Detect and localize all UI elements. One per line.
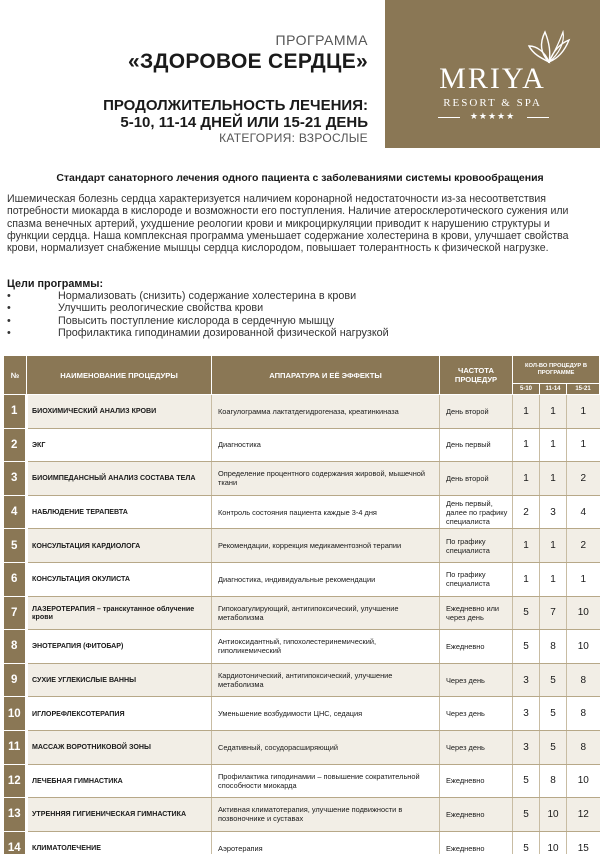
goal-text: Повысить поступление кислорода в сердечную мышцу (58, 314, 335, 327)
row-frequency: День второй (440, 395, 513, 429)
row-effects: Активная климатотерапия, улучшение подвижности в позвоночнике и суставах (212, 798, 440, 832)
table-row (4, 462, 600, 496)
row-count-3: 10 (567, 764, 600, 798)
row-num: 1 (4, 395, 27, 429)
row-count-2: 1 (540, 428, 567, 462)
row-count-3: 12 (567, 798, 600, 832)
row-count-2: 5 (540, 730, 567, 764)
table-header-row (4, 356, 600, 384)
row-count-1: 5 (513, 798, 540, 832)
row-count-3: 10 (567, 596, 600, 630)
row-count-2: 10 (540, 831, 567, 854)
header-days-1: 5-10 (513, 384, 540, 395)
row-count-1: 3 (513, 697, 540, 731)
row-frequency: Ежедневно (440, 764, 513, 798)
table-row (4, 395, 600, 429)
bullet-icon: • (7, 290, 11, 302)
row-frequency: День первый (440, 428, 513, 462)
goals-list (7, 290, 389, 339)
row-effects: Антиоксидантный, гипохолестеринемический, гиполикемический (212, 630, 440, 664)
goal-text: Профилактика гиподинамии дозированной физической нагрузкой (58, 326, 389, 339)
row-num: 4 (4, 495, 27, 529)
row-effects: Диагностика (212, 428, 440, 462)
logo-divider-right (527, 117, 549, 118)
row-count-3: 8 (567, 730, 600, 764)
row-name: МАССАЖ ВОРОТНИКОВОЙ ЗОНЫ (27, 730, 212, 764)
row-count-1: 1 (513, 395, 540, 429)
header-effects: АППАРАТУРА И ЕЁ ЭФФЕКТЫ (212, 356, 440, 395)
row-count-3: 1 (567, 428, 600, 462)
row-count-3: 1 (567, 395, 600, 429)
row-frequency: Ежедневно (440, 630, 513, 664)
row-num: 11 (4, 730, 27, 764)
header-name: НАИМЕНОВАНИЕ ПРОЦЕДУРЫ (27, 356, 212, 395)
program-description: Ишемическая болезнь сердца характеризуется наличием коронарной недостаточности из-за несоответствия потребности миокарда в кислороде и возможности его поступления. Наличие атеросклеротического сужения или спазма венечных артерий, ухудшение реологии крови и микроциркуляции приводит к нарушению структуры и функции сердца. Наша комплексная программа уменьшает содержание холестерина в крови, улучшает свойства крови, нормализует снабжение мышцы сердца кислородом, повышает толерантность к физической нагрузке. (7, 193, 569, 255)
row-num: 8 (4, 630, 27, 664)
row-frequency: День второй (440, 462, 513, 496)
row-num: 6 (4, 562, 27, 596)
row-count-3: 8 (567, 697, 600, 731)
row-count-2: 8 (540, 764, 567, 798)
treatment-duration (103, 97, 368, 131)
row-frequency: Через день (440, 730, 513, 764)
table-row (4, 663, 600, 697)
row-count-2: 7 (540, 596, 567, 630)
row-effects: Определение процентного содержания жировой, мышечной ткани (212, 462, 440, 496)
row-count-2: 3 (540, 495, 567, 529)
header-count: КОЛ-ВО ПРОЦЕДУР В ПРОГРАММЕ (513, 356, 600, 384)
brand-subtitle: RESORT & SPA (443, 97, 542, 109)
row-frequency: Через день (440, 663, 513, 697)
row-name: БИОХИМИЧЕСКИЙ АНАЛИЗ КРОВИ (27, 395, 212, 429)
row-count-1: 1 (513, 462, 540, 496)
row-count-2: 1 (540, 395, 567, 429)
row-name: КОНСУЛЬТАЦИЯ КАРДИОЛОГА (27, 529, 212, 563)
row-frequency: День первый, далее по графику специалиста (440, 495, 513, 529)
row-name: ИГЛОРЕФЛЕКСОТЕРАПИЯ (27, 697, 212, 731)
row-frequency: Через день (440, 697, 513, 731)
row-num: 3 (4, 462, 27, 496)
row-name: ЭНОТЕРАПИЯ (ФИТОБАР) (27, 630, 212, 664)
goals-title: Цели программы: (7, 278, 104, 290)
row-effects: Седативный, сосудорасширяющий (212, 730, 440, 764)
program-title: «ЗДОРОВОЕ СЕРДЦЕ» (128, 50, 368, 73)
table-row (4, 831, 600, 854)
row-frequency: Ежедневно (440, 831, 513, 854)
row-effects: Кардиотонический, антигипоксический, улучшение метаболизма (212, 663, 440, 697)
row-count-1: 1 (513, 529, 540, 563)
bullet-icon: • (7, 314, 11, 327)
row-count-2: 10 (540, 798, 567, 832)
row-count-1: 3 (513, 730, 540, 764)
row-count-3: 8 (567, 663, 600, 697)
header-num: № (4, 356, 27, 395)
row-count-2: 5 (540, 663, 567, 697)
table-row (4, 596, 600, 630)
row-frequency: Ежедневно или через день (440, 596, 513, 630)
row-frequency: По графику специалиста (440, 529, 513, 563)
lotus-leaf-icon (527, 28, 571, 64)
goal-text: Улучшить реологические свойства крови (58, 302, 264, 315)
row-count-3: 15 (567, 831, 600, 854)
table-row (4, 562, 600, 596)
row-count-2: 8 (540, 630, 567, 664)
row-count-1: 1 (513, 428, 540, 462)
row-name: КОНСУЛЬТАЦИЯ ОКУЛИСТА (27, 562, 212, 596)
row-count-2: 1 (540, 562, 567, 596)
goal-item (7, 327, 389, 339)
table-row (4, 630, 600, 664)
row-name: КЛИМАТОЛЕЧЕНИЕ (27, 831, 212, 854)
category-label: КАТЕГОРИЯ: ВЗРОСЛЫЕ (219, 131, 368, 145)
row-num: 2 (4, 428, 27, 462)
row-count-1: 2 (513, 495, 540, 529)
row-count-1: 5 (513, 764, 540, 798)
table-row (4, 495, 600, 529)
standard-title: Стандарт санаторного лечения одного пациента с заболеваниями системы кровообращения (56, 172, 544, 184)
row-count-3: 2 (567, 462, 600, 496)
table-row (4, 697, 600, 731)
star-rating-icon: ★★★★★ (469, 111, 516, 121)
goal-item (7, 302, 389, 314)
row-effects: Аэротерапия (212, 831, 440, 854)
duration-line-2: 5-10, 11-14 ДНЕЙ ИЛИ 15-21 ДЕНЬ (120, 114, 368, 131)
row-effects: Диагностика, индивидуальные рекомендации (212, 562, 440, 596)
row-name: ЛАЗЕРОТЕРАПИЯ – транскутанное облучение крови (27, 596, 212, 630)
row-num: 13 (4, 798, 27, 832)
row-effects: Коагулограмма лактатдегидрогеназа, креатинкиназа (212, 395, 440, 429)
goal-text: Нормализовать (снизить) содержание холестерина в крови (58, 290, 357, 302)
bullet-icon: • (7, 326, 11, 339)
table-row (4, 428, 600, 462)
table-row (4, 764, 600, 798)
row-effects: Уменьшение возбудимости ЦНС, седация (212, 697, 440, 731)
row-name: СУХИЕ УГЛЕКИСЛЫЕ ВАННЫ (27, 663, 212, 697)
row-effects: Профилактика гиподинамии – повышение сократительной способности миокарда (212, 764, 440, 798)
row-count-2: 1 (540, 529, 567, 563)
row-num: 14 (4, 831, 27, 854)
row-num: 10 (4, 697, 27, 731)
row-effects: Гипокоагулирующий, антигипоксический, улучшение метаболизма (212, 596, 440, 630)
brand-name: MRIYA (439, 62, 546, 95)
row-num: 7 (4, 596, 27, 630)
duration-line-1: ПРОДОЛЖИТЕЛЬНОСТЬ ЛЕЧЕНИЯ: (103, 97, 368, 114)
row-count-1: 5 (513, 596, 540, 630)
row-name: УТРЕННЯЯ ГИГИЕНИЧЕСКАЯ ГИМНАСТИКА (27, 798, 212, 832)
goal-item (7, 290, 389, 302)
row-effects: Рекомендации, коррекция медикаментозной терапии (212, 529, 440, 563)
row-name: ЭКГ (27, 428, 212, 462)
row-count-3: 1 (567, 562, 600, 596)
row-name: НАБЛЮДЕНИЕ ТЕРАПЕВТА (27, 495, 212, 529)
row-count-1: 1 (513, 562, 540, 596)
row-name: ЛЕЧЕБНАЯ ГИМНАСТИКА (27, 764, 212, 798)
program-label: ПРОГРАММА (275, 32, 368, 48)
row-name: БИОИМПЕДАНСНЫЙ АНАЛИЗ СОСТАВА ТЕЛА (27, 462, 212, 496)
row-num: 5 (4, 529, 27, 563)
header-frequency: ЧАСТОТА ПРОЦЕДУР (440, 356, 513, 395)
row-frequency: Ежедневно (440, 798, 513, 832)
row-count-3: 10 (567, 630, 600, 664)
row-num: 9 (4, 663, 27, 697)
row-count-1: 5 (513, 831, 540, 854)
bullet-icon: • (7, 302, 11, 315)
row-effects: Контроль состояния пациента каждые 3-4 дня (212, 495, 440, 529)
row-count-3: 4 (567, 495, 600, 529)
procedures-table (3, 355, 600, 854)
row-count-2: 1 (540, 462, 567, 496)
goal-item (7, 315, 389, 327)
row-count-2: 5 (540, 697, 567, 731)
table-row (4, 730, 600, 764)
row-num: 12 (4, 764, 27, 798)
row-frequency: По графику специалиста (440, 562, 513, 596)
row-count-3: 2 (567, 529, 600, 563)
row-count-1: 3 (513, 663, 540, 697)
table-row (4, 798, 600, 832)
row-count-1: 5 (513, 630, 540, 664)
header-days-3: 15-21 (567, 384, 600, 395)
header-days-2: 11-14 (540, 384, 567, 395)
table-row (4, 529, 600, 563)
